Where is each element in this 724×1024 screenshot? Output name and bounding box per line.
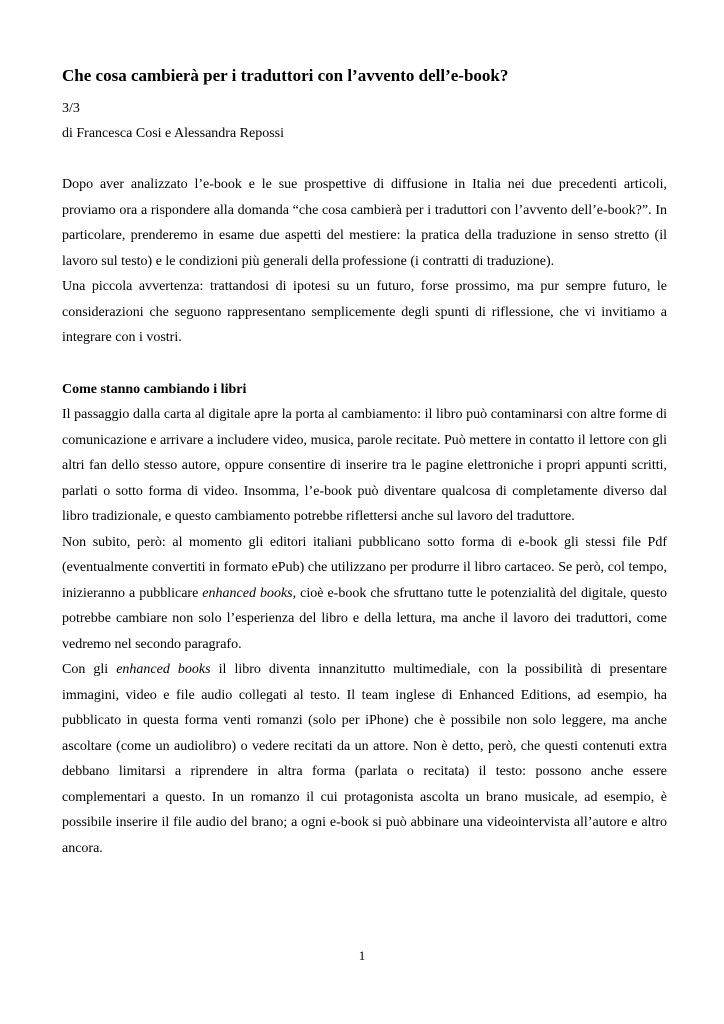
paragraph-text: Con gli [62, 662, 117, 677]
page-number: 1 [358, 948, 366, 963]
intro-paragraph-2: Una piccola avvertenza: trattandosi di ipotesi su un futuro, forse prossimo, ma pur sempre futuro, le considerazioni che seguono rappresentano semplicemente degli spunti di riflessione, che vi invitiamo a integrare con i vostri. [62, 279, 667, 345]
authors-line: di Francesca Cosi e Alessandra Repossi [62, 126, 285, 141]
document-title: Che cosa cambierà per i traduttori con l’avvento dell’e-book? [62, 66, 509, 85]
paragraph-text: il libro diventa innanzitutto multimediale, con la possibilità di presentare immagini, video e file audio collegati al testo. Il team inglese di Enhanced Editions, ad esempio, ha pubblicato in questa forma venti romanzi (solo per iPhone) che è possibile non solo leggere, ma anche ascoltare (come un audiolibro) o vedere recitati da un attore. Non è detto, però, che questi contenuti extra debbano limitarsi a riprendere in altra forma (parlata o recitata) il testo: possono anche essere complementari a questo. In un romanzo il cui protagonista ascolta un brano musicale, ad esempio, è possibile inserire il file audio del brano; a ogni e-book si può abbinare una videointervista all’autore e altro ancora. [62, 662, 667, 856]
spacer [62, 351, 667, 377]
intro-paragraph-1: Dopo aver analizzato l’e-book e le sue prospettive di diffusione in Italia nei due precedenti articoli, proviamo ora a rispondere alla domanda “che cosa cambierà per i traduttori con l’avvento dell’e-book?”. In particolare, prenderemo in esame due aspetti del mestiere: la pratica della traduzione in senso stretto (il lavoro sul testo) e le condizioni più generali della professione (i contratti di traduzione). [62, 177, 667, 269]
section-paragraph-2 [62, 530, 667, 658]
document-page [62, 64, 667, 861]
emphasized-term: enhanced books [116, 662, 211, 677]
spacer [62, 146, 667, 172]
paragraph-text: Non subito, però: al momento gli editori italiani pubblicano sotto forma di e-book gli stessi file Pdf (eventualmente convertiti in formato ePub) che utilizzano per produrre il libro cartaceo. Se però, col tempo, inizieranno a pubblicare [62, 534, 667, 601]
emphasized-term: enhanced books [202, 585, 293, 601]
section-paragraph-1: Il passaggio dalla carta al digitale apre la porta al cambiamento: il libro può contaminarsi con altre forme di comunicazione e arrivare a includere video, musica, parole recitate. Può mettere in contatto il lettore con gli altri fan dello stesso autore, oppure consentire di inserire tra le pagine elettroniche i propri appunti scritti, parlati o sotto forma di video. Insomma, l’e-book può diventare qualcosa di completamente diverso dal libro tradizionale, e questo cambiamento potrebbe riflettersi anche sul lavoro del traduttore. [62, 407, 667, 524]
section-paragraph-3 [62, 657, 667, 861]
section-heading: Come stanno cambiando i libri [62, 381, 247, 397]
paragraph-text: , cioè e-book che sfruttano tutte le potenzialità del digitale, questo potrebbe cambiare non solo l’esperienza del libro e della lettura, ma anche il lavoro dei traduttori, come vedremo nel secondo paragrafo. [62, 585, 667, 652]
part-indicator: 3/3 [62, 101, 80, 116]
